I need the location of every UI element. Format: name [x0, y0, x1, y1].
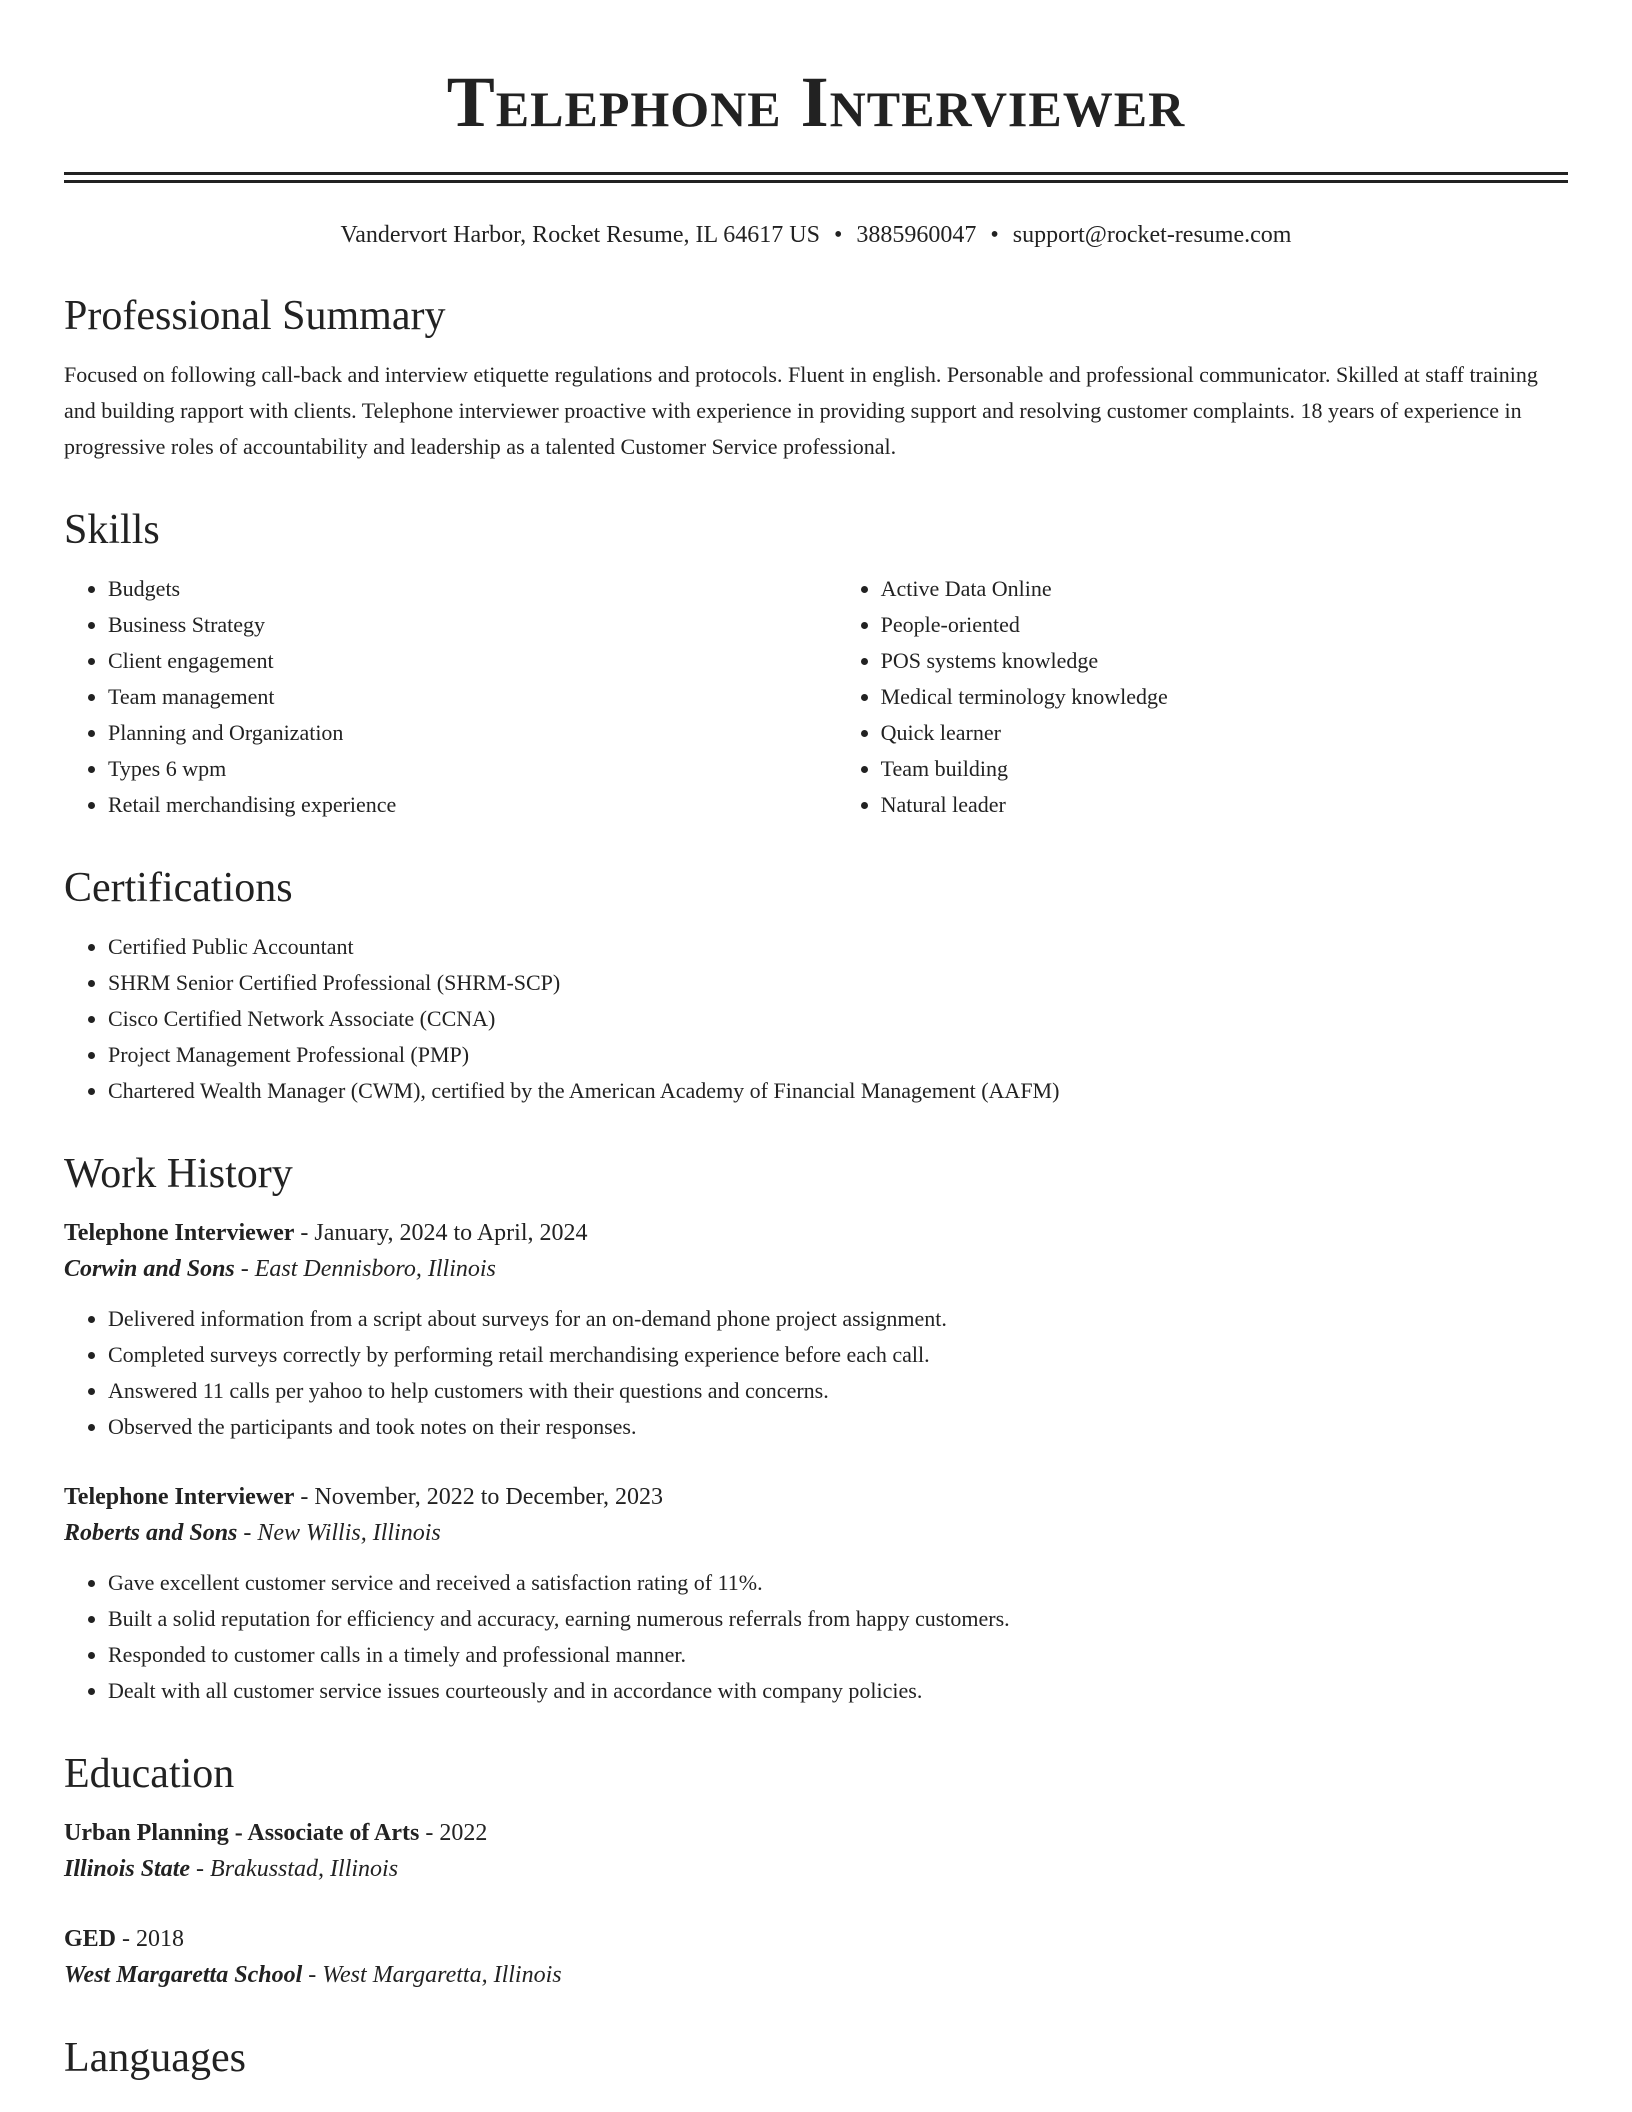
job-company-line [64, 1515, 1568, 1551]
skill-item: • Team management [108, 679, 837, 715]
job-entry [64, 1479, 1568, 1709]
education-school-line [64, 1957, 1568, 1993]
job-title-line [64, 1479, 1568, 1515]
skill-item: • People-oriented [881, 607, 1568, 643]
education-school: West Margaretta School [64, 1962, 303, 1988]
certification-item: • SHRM Senior Certified Professional (SHRM-SCP) [108, 965, 1568, 1001]
job-company: Roberts and Sons [64, 1520, 238, 1546]
skill-item: • Team building [881, 751, 1568, 787]
job-title: Telephone Interviewer [64, 1484, 295, 1510]
skill-item: • Medical terminology knowledge [881, 679, 1568, 715]
summary-heading: Professional Summary [64, 293, 446, 339]
contact-line [64, 219, 1568, 251]
spacer [64, 1445, 1568, 1479]
education-school-line [64, 1851, 1568, 1887]
education-location: - Brakusstad, Illinois [190, 1856, 399, 1882]
education-school: Illinois State [64, 1856, 191, 1882]
skill-item: • POS systems knowledge [881, 643, 1568, 679]
education-year: - 2022 [419, 1820, 488, 1846]
job-dates: - January, 2024 to April, 2024 [294, 1220, 588, 1246]
certifications-heading: Certifications [64, 865, 293, 911]
contact-phone: 3885960047 [856, 222, 977, 248]
certification-item: • Cisco Certified Network Associate (CCNA) [108, 1001, 1568, 1037]
education-year: - 2018 [116, 1926, 185, 1952]
job-dates: - November, 2022 to December, 2023 [294, 1484, 664, 1510]
skill-item: • Client engagement [108, 643, 837, 679]
job-title: Telephone Interviewer [64, 1220, 295, 1246]
skill-item: • Budgets [108, 571, 837, 607]
skill-item: • Natural leader [881, 787, 1568, 823]
skill-item: • Active Data Online [881, 571, 1568, 607]
education-entry [64, 1921, 1568, 1993]
education-degree-line [64, 1815, 1568, 1851]
education-heading: Education [64, 1751, 235, 1797]
skill-item: • Planning and Organization [108, 715, 837, 751]
skills-columns [64, 571, 1568, 823]
contact-separator: • [990, 222, 999, 248]
job-bullet: • Observed the participants and took notes on their responses. [108, 1409, 1568, 1445]
summary-text: Focused on following call-back and interview etiquette regulations and protocols. Fluent in english. Personable and professional communicator. Skilled at staff training and building rapport with clients. Telephone interviewer proactive with experience in providing support and resolving customer complaints. 18 years of experience in progressive roles of accountability and leadership as a talented Customer Service professional. [64, 362, 1538, 459]
job-bullets [64, 1565, 1568, 1709]
certification-item: • Certified Public Accountant [108, 929, 1568, 965]
job-bullet: • Completed surveys correctly by performing retail merchandising experience before each call. [108, 1337, 1568, 1373]
job-bullet: • Responded to customer calls in a timely and professional manner. [108, 1637, 1568, 1673]
header-double-rule [64, 172, 1568, 183]
education-degree: Urban Planning - Associate of Arts [64, 1820, 420, 1846]
contact-address: Vandervort Harbor, Rocket Resume, IL 64617 US [340, 222, 820, 248]
job-bullet: • Delivered information from a script about surveys for an on-demand phone project assignment. [108, 1301, 1568, 1337]
job-bullet: • Gave excellent customer service and received a satisfaction rating of 11%. [108, 1565, 1568, 1601]
job-bullet: • Answered 11 calls per yahoo to help customers with their questions and concerns. [108, 1373, 1568, 1409]
job-entry [64, 1215, 1568, 1445]
education-degree: GED [64, 1926, 117, 1952]
job-company-line [64, 1251, 1568, 1287]
education-degree-line [64, 1921, 1568, 1957]
education-entry [64, 1815, 1568, 1887]
job-bullet: • Built a solid reputation for efficiency and accuracy, earning numerous referrals from happy customers. [108, 1601, 1568, 1637]
spacer [64, 1887, 1568, 1921]
skill-item: • Retail merchandising experience [108, 787, 837, 823]
skills-list-left [64, 571, 837, 823]
certifications-list [64, 929, 1568, 1109]
job-location: - East Dennisboro, Illinois [234, 1256, 496, 1282]
contact-email: support@rocket-resume.com [1012, 222, 1292, 248]
job-bullets [64, 1301, 1568, 1445]
job-title-line [64, 1215, 1568, 1251]
candidate-name: Telephone Interviewer [446, 62, 1186, 142]
skill-item: • Types 6 wpm [108, 751, 837, 787]
certification-item: • Chartered Wealth Manager (CWM), certified by the American Academy of Financial Management (AAFM) [108, 1073, 1568, 1109]
skill-item: • Quick learner [881, 715, 1568, 751]
certification-item: • Project Management Professional (PMP) [108, 1037, 1568, 1073]
skill-item: • Business Strategy [108, 607, 837, 643]
job-company: Corwin and Sons [64, 1256, 235, 1282]
job-location: - New Willis, Illinois [237, 1520, 441, 1546]
work-history-heading: Work History [64, 1151, 293, 1197]
skills-heading: Skills [64, 507, 160, 553]
education-location: - West Margaretta, Illinois [302, 1962, 562, 1988]
skills-list-right [837, 571, 1568, 823]
contact-separator: • [833, 222, 843, 248]
job-bullet: • Dealt with all customer service issues courteously and in accordance with company policies. [108, 1673, 1568, 1709]
languages-heading: Languages [64, 2035, 246, 2081]
